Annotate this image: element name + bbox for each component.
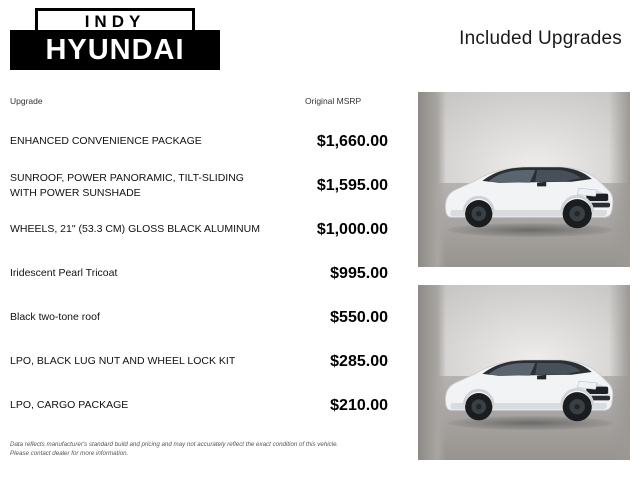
upgrade-price: $1,595.00 [316,177,388,194]
upgrade-label: Iridescent Pearl Tricoat [10,267,118,280]
disclaimer-line-2: Please contact dealer for more information. [10,450,129,458]
upgrade-price: $995.00 [330,265,388,282]
table-row [10,384,400,428]
upgrade-label: LPO, BLACK LUG NUT AND WHEEL LOCK KIT [10,355,236,368]
vehicle-photo-front-three-quarter-alt [418,285,630,460]
dealer-logo [10,8,220,70]
table-row [10,296,400,340]
upgrade-price: $210.00 [330,397,388,414]
table-row [10,120,400,164]
disclaimer-line-1: Data reflects manufacturer's standard build and pricing and may not accurately reflect the exact condition of this vehicle. [10,441,339,448]
upgrade-label: ENHANCED CONVENIENCE PACKAGE [10,135,202,148]
upgrade-label: SUNROOF, POWER PANORAMIC, TILT-SLIDING WITH POWER SUNSHADE [10,171,244,199]
upgrade-price: $285.00 [330,353,388,370]
table-row [10,164,400,208]
upgrade-price: $1,000.00 [316,221,388,238]
column-header-upgrade: Upgrade [10,96,43,106]
logo-hyundai-wordmark [10,30,220,70]
upgrade-label: WHEELS, 21" (53.3 CM) GLOSS BLACK ALUMINUM [10,223,260,236]
table-column-headers [10,96,400,114]
table-row [10,252,400,296]
vehicle-photo-front-three-quarter [418,92,630,267]
suv-illustration [435,141,617,239]
disclaimer [10,440,385,459]
upgrade-price: $1,660.00 [316,133,388,150]
logo-indy-text: INDY [84,11,146,31]
upgrade-label: Black two-tone roof [10,311,100,324]
logo-hyundai-text: HYUNDAI [45,33,185,66]
upgrades-table [10,96,400,428]
upgrade-label: LPO, CARGO PACKAGE [10,399,129,412]
table-row [10,208,400,252]
table-row [10,340,400,384]
column-header-msrp: Original MSRP [305,96,362,106]
suv-illustration [435,334,617,432]
table-rows [10,120,400,428]
upgrade-price: $550.00 [330,309,388,326]
page-title: Included Upgrades [459,28,622,49]
